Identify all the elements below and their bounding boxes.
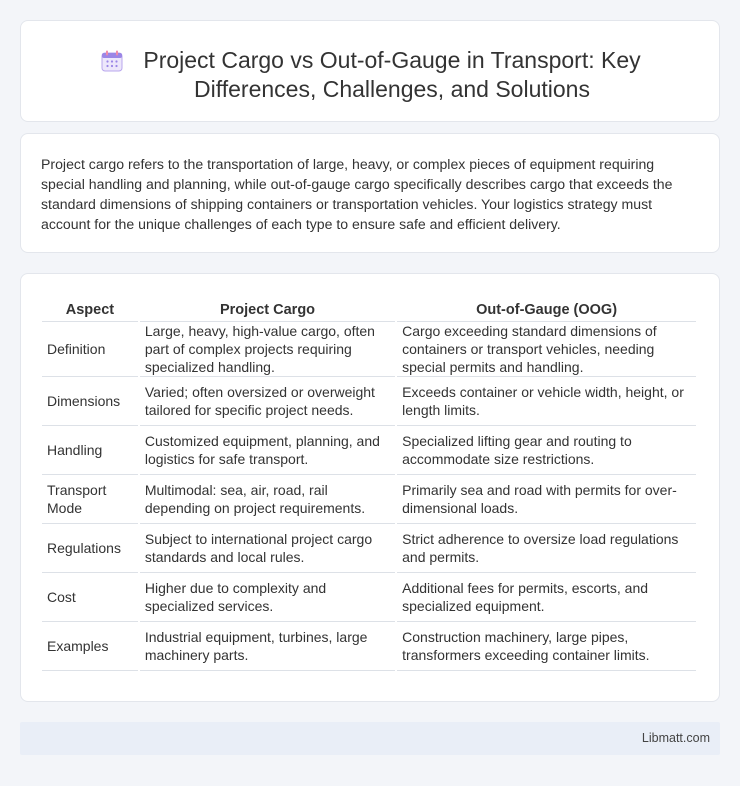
oog-cell: Additional fees for permits, escorts, and specialized equipment. [397,573,696,622]
table-row [42,573,696,622]
table-row [42,377,696,426]
aspect-cell: Dimensions [42,377,138,426]
header-project-cargo: Project Cargo [140,294,395,322]
calendar-icon [99,48,125,74]
table-card [20,273,720,702]
comparison-table [40,294,698,671]
header-aspect: Aspect [42,294,138,322]
project-cell: Subject to international project cargo standards and local rules. [140,524,395,573]
page-title [143,46,640,104]
oog-cell: Specialized lifting gear and routing to accommodate size restrictions. [397,426,696,475]
project-cell: Higher due to complexity and specialized services. [140,573,395,622]
table-row [42,622,696,671]
aspect-cell: Cost [42,573,138,622]
project-cell: Customized equipment, planning, and logistics for safe transport. [140,426,395,475]
project-cell: Multimodal: sea, air, road, rail depending on project requirements. [140,475,395,524]
footer-site-link[interactable]: Libmatt.com [641,731,710,745]
project-cell: Varied; often oversized or overweight tailored for specific project needs. [140,377,395,426]
project-cell: Industrial equipment, turbines, large machinery parts. [140,622,395,671]
table-row [42,426,696,475]
oog-cell: Strict adherence to oversize load regulations and permits. [397,524,696,573]
title-wrap [21,21,719,104]
table-row [42,475,696,524]
header-oog: Out-of-Gauge (OOG) [397,294,696,322]
footer-bar [20,722,720,755]
table-header-row [42,294,696,322]
page-title-line2: Differences, Challenges, and Solutions [194,76,590,102]
oog-cell: Construction machinery, large pipes, transformers exceeding container limits. [397,622,696,671]
aspect-cell: Examples [42,622,138,671]
oog-cell: Exceeds container or vehicle width, height, or length limits. [397,377,696,426]
table-row [42,524,696,573]
aspect-cell: Definition [42,322,138,377]
aspect-cell: Transport Mode [42,475,138,524]
oog-cell: Cargo exceeding standard dimensions of containers or transport vehicles, needing special permits and handling. [397,322,696,377]
project-cell: Large, heavy, high-value cargo, often part of complex projects requiring specialized handling. [140,322,395,377]
title-card [20,20,720,122]
table-row [42,322,696,377]
intro-paragraph: Project cargo refers to the transportation of large, heavy, or complex pieces of equipment requiring special handling and planning, while out-of-gauge cargo specifically describes cargo that exceeds the standard dimensions of shipping containers or transportation vehicles. Your logistics strategy must account for the unique challenges of each type to ensure safe and efficient delivery. [41,156,673,232]
page-title-line1: Project Cargo vs Out-of-Gauge in Transport: Key [143,47,641,73]
oog-cell: Primarily sea and road with permits for over-dimensional loads. [397,475,696,524]
aspect-cell: Regulations [42,524,138,573]
intro-card [20,133,720,253]
aspect-cell: Handling [42,426,138,475]
